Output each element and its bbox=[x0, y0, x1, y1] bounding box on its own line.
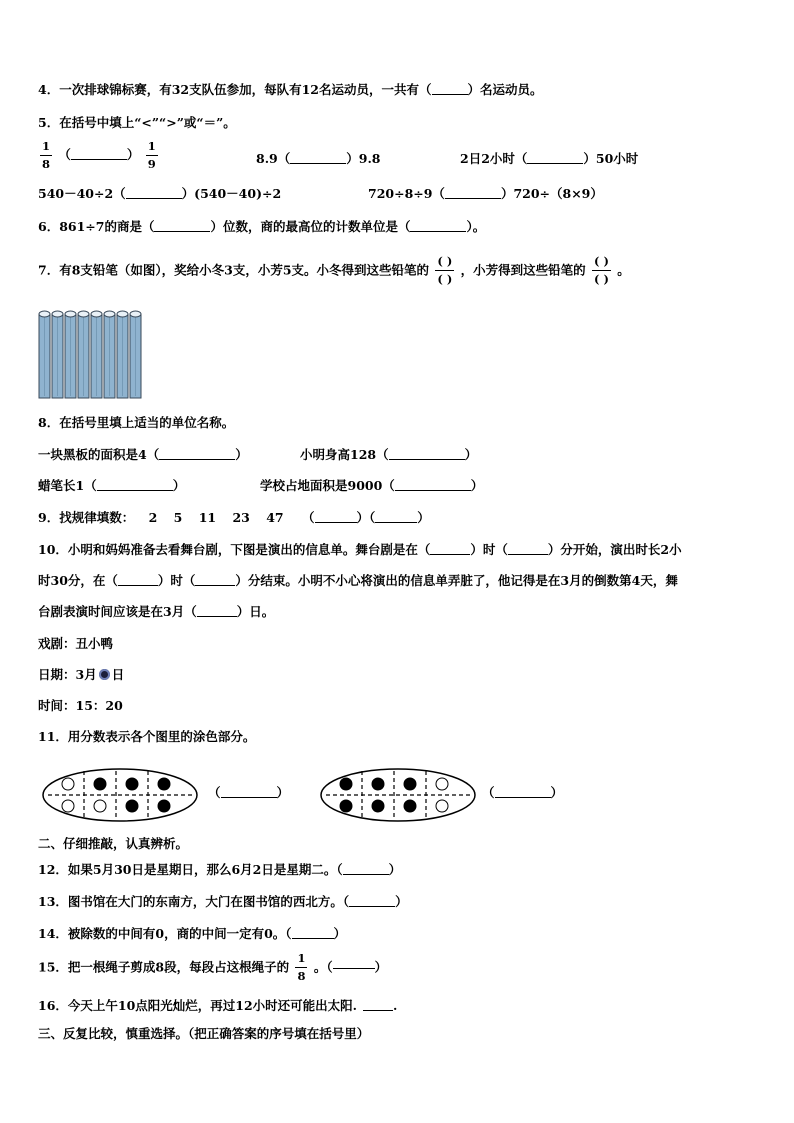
answer-blank[interactable] bbox=[333, 967, 375, 969]
answer-blank[interactable] bbox=[197, 615, 237, 617]
question-10-line-3: 台剧表演时间应该是在3月（ ）日。 bbox=[38, 604, 275, 619]
empty-dot bbox=[62, 800, 74, 812]
filled-dot bbox=[404, 800, 416, 812]
question-7: 7．有8支铅笔（如图），奖给小冬3支，小芳5支。小冬得到这些铅笔的 $\frac{( )}{( )}$ ，小芳得到这些铅笔的 $\frac{( )}{( )}$ 。 bbox=[38, 254, 630, 287]
answer-blank[interactable] bbox=[527, 162, 583, 164]
info-time: 时间：15：20 bbox=[38, 698, 123, 713]
question-8-stem: 8．在括号里填上适当的单位名称。 bbox=[38, 415, 235, 430]
ellipse-figure-1 bbox=[40, 766, 200, 824]
question-8-d: 学校占地面积是9000（ ） bbox=[260, 478, 484, 493]
question-16: 16．今天上午10点阳光灿烂，再过12小时还可能出太阳. . bbox=[38, 998, 398, 1013]
answer-blank[interactable] bbox=[343, 873, 389, 875]
pencil bbox=[52, 311, 63, 398]
question-6: 6．861÷7的商是（ ）位数，商的最高位的计数单位是（ ）。 bbox=[38, 219, 486, 234]
question-10-line-1: 10．小明和妈妈准备去看舞台剧，下图是演出的信息单。舞台剧是在（ ）时（ ）分开始，演出时长2小 bbox=[38, 542, 682, 557]
pencil bbox=[117, 311, 128, 398]
answer-blank[interactable] bbox=[349, 905, 395, 907]
answer-blank[interactable] bbox=[159, 458, 235, 460]
answer-blank[interactable] bbox=[71, 158, 127, 160]
question-8-b: 小明身高128（ ） bbox=[300, 447, 478, 462]
question-5-item-4: 540－40÷2（ ）(540－40)÷2 bbox=[38, 186, 282, 201]
ink-stain-icon bbox=[99, 669, 110, 680]
fraction-blank[interactable]: $\frac{( )}{( )}$ bbox=[594, 254, 609, 287]
ellipse-figure-2 bbox=[318, 766, 478, 824]
answer-blank[interactable] bbox=[445, 197, 501, 199]
question-8-a: 一块黑板的面积是4（ ） bbox=[38, 447, 248, 462]
question-11-answer-1: （ ） bbox=[208, 785, 290, 800]
filled-dot bbox=[158, 800, 170, 812]
pencils-figure bbox=[36, 306, 148, 402]
answer-blank[interactable] bbox=[97, 489, 173, 491]
answer-blank[interactable] bbox=[389, 458, 465, 460]
section-2-title: 二、仔细推敲，认真辨析。 bbox=[38, 836, 189, 851]
question-5-item-3: 2日2小时（ ）50小时 bbox=[460, 151, 639, 166]
question-5-item-1: $\frac{1}{8}$ （ ） $\frac{1}{9}$ bbox=[42, 139, 156, 172]
answer-blank[interactable] bbox=[430, 553, 470, 555]
filled-dot bbox=[126, 778, 138, 790]
fraction-blank[interactable]: $\frac{( )}{( )}$ bbox=[437, 254, 453, 287]
fraction: $\frac{1}{8}$ bbox=[42, 139, 51, 172]
fraction: $\frac{1}{8}$ bbox=[297, 951, 306, 984]
answer-blank[interactable] bbox=[292, 937, 334, 939]
pencil bbox=[91, 311, 102, 398]
question-10-line-2: 时30分，在（ ）时（ ）分结束。小明不小心将演出的信息单弄脏了，他记得是在3月的倒数第4天，舞 bbox=[38, 573, 678, 588]
answer-blank[interactable] bbox=[495, 796, 551, 798]
answer-blank[interactable] bbox=[118, 584, 158, 586]
answer-blank[interactable] bbox=[375, 521, 417, 523]
question-4: 4．一次排球锦标赛，有32支队伍参加，每队有12名运动员，一共有（ ）名运动员。 bbox=[38, 82, 543, 97]
answer-blank[interactable] bbox=[290, 162, 346, 164]
answer-blank[interactable] bbox=[395, 489, 471, 491]
answer-blank[interactable] bbox=[363, 1009, 393, 1011]
question-11-answer-2: （ ） bbox=[482, 785, 564, 800]
filled-dot bbox=[158, 778, 170, 790]
pencil bbox=[104, 311, 115, 398]
answer-blank[interactable] bbox=[410, 230, 466, 232]
section-3-title: 三、反复比较，慎重选择。（把正确答案的序号填在括号里） bbox=[38, 1026, 370, 1041]
answer-blank[interactable] bbox=[432, 93, 468, 95]
empty-dot bbox=[94, 800, 106, 812]
filled-dot bbox=[372, 778, 384, 790]
filled-dot bbox=[126, 800, 138, 812]
question-11-stem: 11．用分数表示各个图里的涂色部分。 bbox=[38, 729, 256, 744]
filled-dot bbox=[340, 800, 352, 812]
question-9: 9．找规律填数： 2 5 11 23 47 （ ）（ ） bbox=[38, 510, 430, 525]
fraction: $\frac{1}{9}$ bbox=[147, 139, 156, 172]
filled-dot bbox=[340, 778, 352, 790]
info-date: 日期：3月 日 bbox=[38, 667, 125, 682]
empty-dot bbox=[436, 800, 448, 812]
empty-dot bbox=[62, 778, 74, 790]
filled-dot bbox=[94, 778, 106, 790]
question-13: 13．图书馆在大门的东南方，大门在图书馆的西北方。（ ） bbox=[38, 894, 408, 909]
info-drama: 戏剧：丑小鸭 bbox=[38, 636, 114, 651]
filled-dot bbox=[372, 800, 384, 812]
question-12: 12．如果5月30日是星期日，那么6月2日是星期二。（ ） bbox=[38, 862, 402, 877]
question-14: 14．被除数的中间有0，商的中间一定有0。（ ） bbox=[38, 926, 347, 941]
answer-blank[interactable] bbox=[221, 796, 277, 798]
question-8-c: 蜡笔长1（ ） bbox=[38, 478, 186, 493]
question-5-stem: 5．在括号中填上“<”“>”或“＝”。 bbox=[38, 115, 236, 130]
answer-blank[interactable] bbox=[508, 553, 548, 555]
pencil bbox=[130, 311, 141, 398]
answer-blank[interactable] bbox=[315, 521, 357, 523]
answer-blank[interactable] bbox=[195, 584, 235, 586]
answer-blank[interactable] bbox=[154, 230, 210, 232]
pencil bbox=[65, 311, 76, 398]
empty-dot bbox=[436, 778, 448, 790]
question-5-item-5: 720÷8÷9（ ）720÷（8×9） bbox=[368, 186, 603, 201]
answer-blank[interactable] bbox=[126, 197, 182, 199]
filled-dot bbox=[404, 778, 416, 790]
pencil bbox=[78, 311, 89, 398]
question-5-item-2: 8.9（ ）9.8 bbox=[256, 151, 381, 166]
pencil bbox=[39, 311, 50, 398]
question-15: 15．把一根绳子剪成8段，每段占这根绳子的 $\frac{1}{8}$ 。（ ） bbox=[38, 951, 388, 984]
